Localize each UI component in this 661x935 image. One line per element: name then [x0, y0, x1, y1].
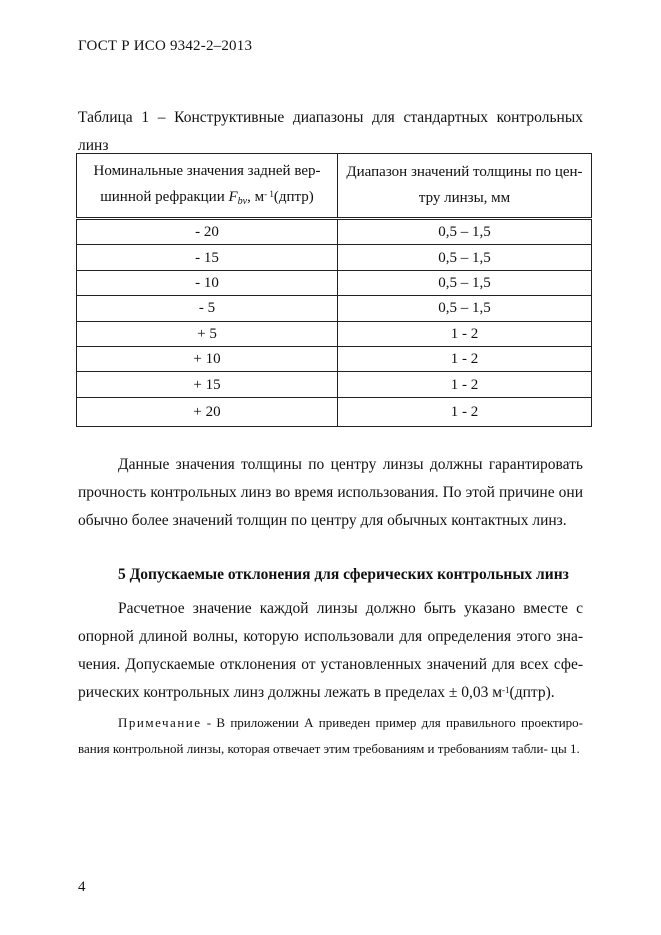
note-label: Примечание	[118, 715, 202, 730]
power-cell: + 10	[77, 346, 338, 371]
table-row	[77, 245, 592, 270]
thickness-cell: 0,5 – 1,5	[338, 270, 592, 295]
power-cell: + 5	[77, 321, 338, 346]
power-cell: + 15	[77, 372, 338, 397]
paragraph-tolerances: Расчетное значение каждой линзы должно быть указано вместе с опорной длиной волны, которую использовали для определения этого зна- чения. Допускаемые отклонения от установленных значений для всех сфе- рических контрольных линз должны лежать в пределах ± 0,03 $м^{-1}(дптр)$.	[78, 600, 583, 701]
thickness-cell: 0,5 – 1,5	[338, 219, 592, 245]
power-cell: - 10	[77, 270, 338, 295]
lens-ranges-table	[76, 153, 592, 427]
thickness-cell: 0,5 – 1,5	[338, 296, 592, 321]
table-row	[77, 296, 592, 321]
thickness-cell: 1 - 2	[338, 321, 592, 346]
table-row	[77, 397, 592, 426]
thickness-cell: 1 - 2	[338, 372, 592, 397]
power-symbol: F	[228, 189, 238, 205]
table-caption	[78, 104, 583, 160]
table-row	[77, 321, 592, 346]
section-5-heading: 5 Допускаемые отклонения для сферических контрольных линз	[118, 566, 569, 583]
thickness-cell: 1 - 2	[338, 397, 592, 426]
power-cell: - 15	[77, 245, 338, 270]
power-cell: - 5	[77, 296, 338, 321]
power-cell: + 20	[77, 397, 338, 426]
column-header-thickness: Диапазон значений толщины по цен- тру линзы, мм	[338, 154, 592, 219]
table-caption-line-1: Таблица 1 – Конструктивные диапазоны для стандартных контрольных	[78, 109, 583, 126]
power-cell: - 20	[77, 219, 338, 245]
paragraph-thickness-guarantee: Данные значения толщины по центру линзы должны гарантировать прочность контрольных линз во время использования. По этой причине они обычно более значений толщин по центру для обычных контактных линз.	[78, 456, 583, 529]
thickness-cell: 1 - 2	[338, 346, 592, 371]
table-header-row	[77, 154, 592, 219]
thickness-cell: 0,5 – 1,5	[338, 245, 592, 270]
table-row	[77, 372, 592, 397]
table-caption-line-2: линз	[78, 137, 109, 154]
table-row	[77, 346, 592, 371]
table-row	[77, 270, 592, 295]
page-header	[78, 38, 252, 55]
table-row	[77, 219, 592, 245]
column-header-power: Номинальные значения задней вер- шинной рефракции $F_{bv}$, $м^{- 1}(дптр)$	[77, 154, 338, 219]
note: Примечание - В приложении А приведен пример для правильного проектиро- вания контрольной линзы, которая отвечает этим требованиям и требованиям табли- цы 1.	[78, 715, 583, 756]
page-number: 4	[78, 879, 86, 895]
standard-id: ГОСТ Р ИСО 9342-2–2013	[78, 38, 253, 54]
